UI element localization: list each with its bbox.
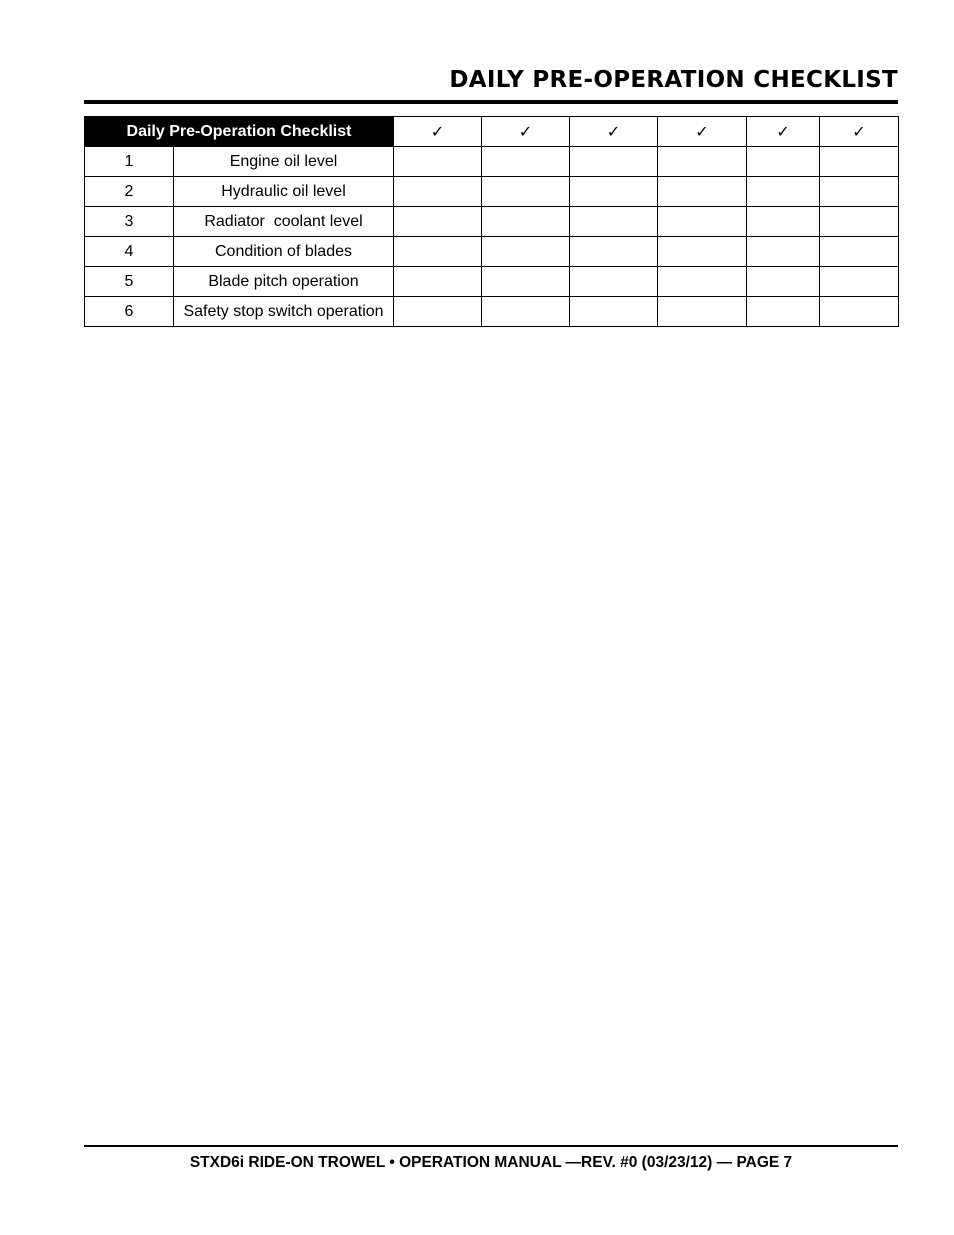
check-cell [747,177,820,207]
check-column-5: ✓ [747,117,820,147]
check-cell [394,177,482,207]
check-cell [747,297,820,327]
check-column-6: ✓ [820,117,899,147]
row-number: 6 [85,297,174,327]
row-number: 2 [85,177,174,207]
check-column-2: ✓ [482,117,570,147]
check-cell [747,147,820,177]
table-row [85,147,899,177]
check-cell [570,147,658,177]
row-item: Hydraulic oil level [174,177,394,207]
check-cell [394,147,482,177]
table-row [85,177,899,207]
row-number: 4 [85,237,174,267]
check-cell [394,207,482,237]
row-number: 1 [85,147,174,177]
row-item: Engine oil level [174,147,394,177]
row-item: Radiator coolant level [174,207,394,237]
table-row [85,297,899,327]
table-row [85,237,899,267]
check-cell [747,207,820,237]
table-row [85,267,899,297]
check-cell [482,207,570,237]
check-cell [570,267,658,297]
checklist-header-row [85,117,899,147]
check-cell [820,267,899,297]
heading-rule [84,100,898,104]
row-item: Blade pitch operation [174,267,394,297]
check-cell [820,207,899,237]
check-cell [658,207,747,237]
check-cell [747,267,820,297]
check-cell [570,237,658,267]
check-cell [820,177,899,207]
row-item: Safety stop switch operation [174,297,394,327]
check-cell [482,267,570,297]
page-heading: DAILY PRE-OPERATION CHECKLIST [449,67,898,93]
check-cell [482,237,570,267]
table-row [85,207,899,237]
checklist-table [84,116,899,327]
page-footer: STXD6i RIDE-ON TROWEL • OPERATION MANUAL —REV. #0 (03/23/12) — PAGE 7 [189,1154,793,1171]
check-cell [482,147,570,177]
check-cell [820,147,899,177]
check-cell [394,237,482,267]
row-number: 5 [85,267,174,297]
footer-rule [84,1145,898,1147]
check-cell [658,297,747,327]
check-cell [570,297,658,327]
check-column-1: ✓ [394,117,482,147]
check-cell [658,267,747,297]
check-cell [820,237,899,267]
check-cell [482,297,570,327]
check-cell [658,177,747,207]
check-cell [482,177,570,207]
row-item: Condition of blades [174,237,394,267]
check-cell [658,147,747,177]
check-cell [747,237,820,267]
check-cell [394,297,482,327]
check-cell [570,207,658,237]
check-cell [658,237,747,267]
row-number: 3 [85,207,174,237]
check-column-4: ✓ [658,117,747,147]
check-cell [394,267,482,297]
check-column-3: ✓ [570,117,658,147]
check-cell [820,297,899,327]
check-cell [570,177,658,207]
checklist-title: Daily Pre-Operation Checklist [85,117,394,147]
